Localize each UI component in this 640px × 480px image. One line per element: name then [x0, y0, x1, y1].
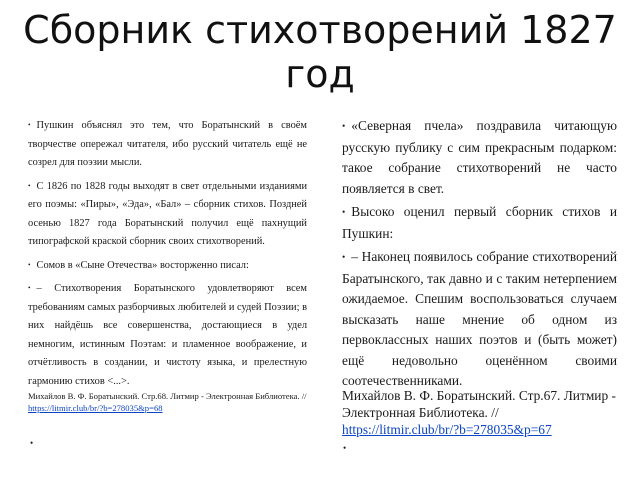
left-paragraph-2-text: С 1826 по 1828 годы выходят в свет отдельными изданиями его поэмы: «Пиры», «Эда», «Бал» – сборник стихов. Поздней осенью 1827 года Боратынский получил ещё пахнущий типографской краской сборник своих стихотворений. [28, 180, 307, 247]
bullet-icon: • [342, 122, 346, 132]
bullet-icon: • [28, 181, 31, 190]
bullet-icon: • [342, 208, 346, 218]
right-source-text: Михайлов В. Ф. Боратынский. Стр.67. Литмир - Электронная Библиотека. // [342, 388, 616, 420]
right-text-column [342, 116, 617, 395]
bullet-icon: • [28, 260, 31, 269]
left-paragraph-1-text: Пушкин объяснял это тем, что Боратынский в своём творчестве опережал читателя, ибо русский читатель ещё не созрел для поэзии мысли. [28, 120, 307, 168]
right-source-link[interactable]: https://litmir.club/br/?b=278035&p=67 [342, 422, 552, 437]
bullet-icon: • [28, 284, 31, 292]
left-source-link[interactable]: https://litmir.club/br/?b=278035&p=68 [28, 402, 163, 413]
right-paragraph-2-text: Высоко оценил первый сборник стихов и Пушкин: [342, 204, 617, 241]
left-paragraph-1 [28, 116, 307, 173]
bullet-icon: • [28, 121, 31, 129]
empty-bullet-icon: • [343, 443, 347, 453]
left-paragraph-3 [28, 256, 307, 276]
right-paragraph-1 [342, 116, 617, 199]
page-title: Сборник стихотворений 1827 год [23, 8, 617, 96]
right-paragraph-3 [342, 247, 617, 392]
right-paragraph-2 [342, 202, 617, 244]
right-source-citation [342, 387, 617, 438]
left-text-column [28, 116, 307, 395]
left-source-text: Михайлов В. Ф. Боратынский. Стр.68. Литмир - Электронная Библиотека. // [28, 391, 307, 401]
right-paragraph-1-text: «Северная пчела» поздравила читающую русскую публику с сим прекрасным подарком: такое собрание стихотворений не часто появляется в свет. [342, 118, 617, 196]
right-paragraph-3-text: – Наконец появилось собрание стихотворений Баратынского, так давно и с таким нетерпением ожидаемое. Спешим воспользоваться случаем высказать наше мнение об одном из первоклассных наших поэтов и (быть может) ещё недовольно оценённом своими соотечественниками. [342, 249, 617, 388]
left-paragraph-4-text: – Стихотворения Боратынского удовлетворяют всем требованиям самых разборчивых любителей и судей Поэзии; в них найдёшь все совершенства, достающиеся в удел немногим, истинным Поэтам: и пламенное воображение, и отчётливость в создании, и чистоту языка, и прелестную гармонию стихов <...>. [28, 283, 307, 387]
left-source-citation [28, 391, 307, 414]
empty-bullet-icon: • [30, 438, 34, 448]
left-paragraph-4 [28, 279, 307, 391]
left-paragraph-3-text: Сомов в «Сыне Отечества» восторженно писал: [36, 259, 249, 271]
bullet-icon: • [342, 253, 346, 263]
left-paragraph-2 [28, 177, 307, 252]
